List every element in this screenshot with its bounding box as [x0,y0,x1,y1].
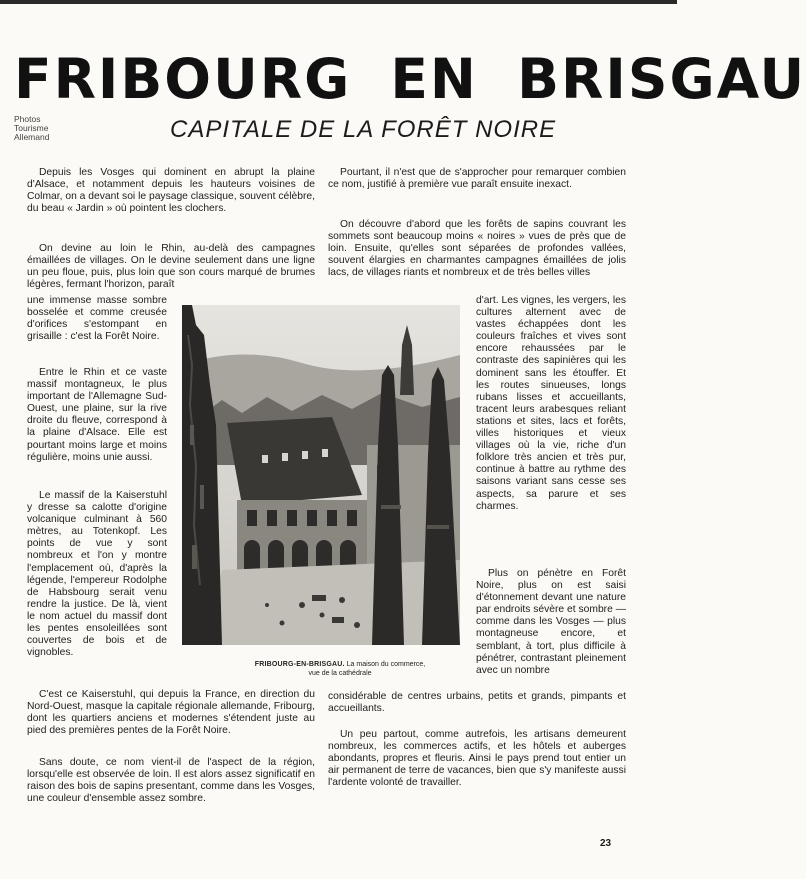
paragraph: Sans doute, ce nom vient-il de l'aspect de la région, lorsqu'elle est observée de loin. Il est alors assez significatif en raison des bois de sapins presentant, comme dans les Vosges, une couleur d'ensemble assez sombre. [27,757,315,805]
caption-text: vue de la cathédrale [308,670,372,677]
paragraph: C'est ce Kaiserstuhl, qui depuis la France, en direction du Nord-Ouest, masque la capitale régionale allemande, Fribourg, dont les quartiers anciens et modernes s'étendent juste au pied des premières pentes de la Forêt Noire. [27,689,315,737]
paragraph: Plus on pénètre en Forêt Noire, plus on est saisi d'étonnement devant une nature par endroits sévère et sombre — comme dans les Vosges — plus montagneuse encore, et semblant, à tort, plus difficile à pénétrer, contrastant pleinement avec un nombre [476,568,626,676]
paragraph: On découvre d'abord que les forêts de sapins couvrant les sommets sont beaucoup moins « noires » vues de près que de loin. Ensuite, qu'elles sont séparées de profondes vallées, souvent élargies en charmantes campagnes émaillées de jolis lacs, de villages riants et nombreux et de très belles villes [328,219,626,279]
credit-line: Tourisme [14,123,49,133]
paragraph: Pourtant, il n'est que de s'approcher pour remarquer combien ce nom, justifié à première vue paraît ensuite inexact. [328,167,626,191]
page-subtitle: CAPITALE DE LA FORÊT NOIRE [170,116,557,143]
city-photo-icon [182,305,460,645]
photo-credit [14,115,74,142]
paragraph: Un peu partout, comme autrefois, les artisans demeurent nombreux, les commerces actifs, et les hôtels et auberges abondants, propres et fleuris. Ainsi le pays prend tout entier un air permanent de terre de vacances, bien que s'y manifeste aussi l'ardente volonté de travailler. [328,729,626,789]
paragraph: Entre le Rhin et ce vaste massif montagneux, le plus important de l'Allemagne Sud-Ouest, une plaine, sur la rive droite du fleuve, correspond à la plaine d'Alsace. Elle est pourtant moins large et moins régulière, moins unie aussi. [27,367,167,463]
paragraph: Le massif de la Kaiserstuhl y dresse sa calotte d'origine volcanique culminant à 560 mètres, au Totenkopf. Les points de vue y sont nombreux et l'on y montre l'emplacement où, d'après la légende, l'empereur Rodolphe de Habsbourg serait venu rendre la justice. De là, vient le nom actuel du massif dont les pentes ensoleillées sont couvertes de bois et de vignobles. [27,490,167,659]
page-title: FRIBOURG EN BRISGAU [14,47,806,111]
paragraph: d'art. Les vignes, les vergers, les cultures alternent avec de vastes échappées dont les couleurs fraîches et vives sont encore rehaussées par le contraste des sapinières qui les dominent sans les étouffer. Et les routes sinueuses, longs rubans lisses et accueillants, tracent leurs arabesques reliant stations et sites, lacs et forêts, villes historiques et vieux villages où la vie, riche d'un folklore très ancien et très pur, continue à battre au rythme des saisons variant sans cesse ses aspects, sa parure et ses charmes. [476,295,626,512]
paragraph: considérable de centres urbains, petits et grands, pimpants et accueillants. [328,691,626,715]
credit-line: Photos [14,114,41,124]
paragraph: On devine au loin le Rhin, au-delà des campagnes émaillées de villages. On le devine seulement dans une ligne un peu floue, puis, plus loin que son cours marqué de brumes légères, fermant l'horizon, paraît [27,243,315,291]
page-number: 23 [600,838,612,849]
photo-caption [222,660,458,678]
credit-line: Allemand [14,132,50,142]
paragraph: une immense masse sombre bosselée et comme creusée d'orifices s'estompant en grisaille : c'est la Forêt Noire. [27,295,167,343]
paragraph: Depuis les Vosges qui dominent en abrupt la plaine d'Alsace, et notamment depuis les hauteurs voisines de Colmar, on a devant soi le paysage classique, souvent célèbre, du beau « Jardin » où pointent les clochers. [27,167,315,215]
caption-title: FRIBOURG-EN-BRISGAU. [254,661,345,668]
caption-text: La maison du commerce, [346,661,426,668]
top-rule [0,0,677,4]
